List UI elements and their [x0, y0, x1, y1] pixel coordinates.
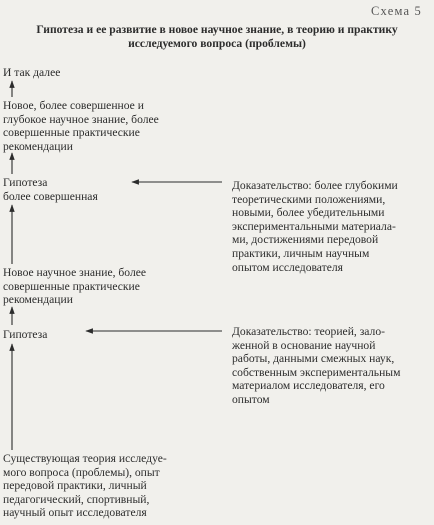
- schema-number-label: Схема 5: [371, 4, 422, 18]
- node-and-so-on: И так далее: [3, 66, 61, 79]
- node-new-knowledge: Новое научное знание, более совершенные практические рекомендации: [3, 266, 147, 307]
- node-new-perfect-knowledge: Новое, более совершенное и глубокое научное знание, более совершенные практические рекомендации: [3, 99, 159, 153]
- node-hypothesis: Гипотеза: [3, 328, 48, 341]
- node-existing-theory: Существующая теория исследуе- мого вопроса (проблемы), опыт передовой практики, личный педагогический, спортивный, научный опыт исследователя: [3, 452, 167, 520]
- evidence-theory: Доказательство: теорией, зало- женной в основание научной работы, данными смежных наук, собственным экспериментальным материалом исследователя, его опытом: [232, 325, 401, 406]
- diagram-title: Гипотеза и ее развитие в новое научное знание, в теорию и практику исследуемого вопроса (проблемы): [36, 23, 398, 50]
- evidence-deep: Доказательство: более глубокими теоретическими положениями, новыми, более убедительными экспериментальными материала- ми, достижениями передовой практики, личным научным опытом исследователя: [232, 179, 398, 274]
- node-hypothesis-improved: Гипотеза более совершенная: [3, 176, 98, 203]
